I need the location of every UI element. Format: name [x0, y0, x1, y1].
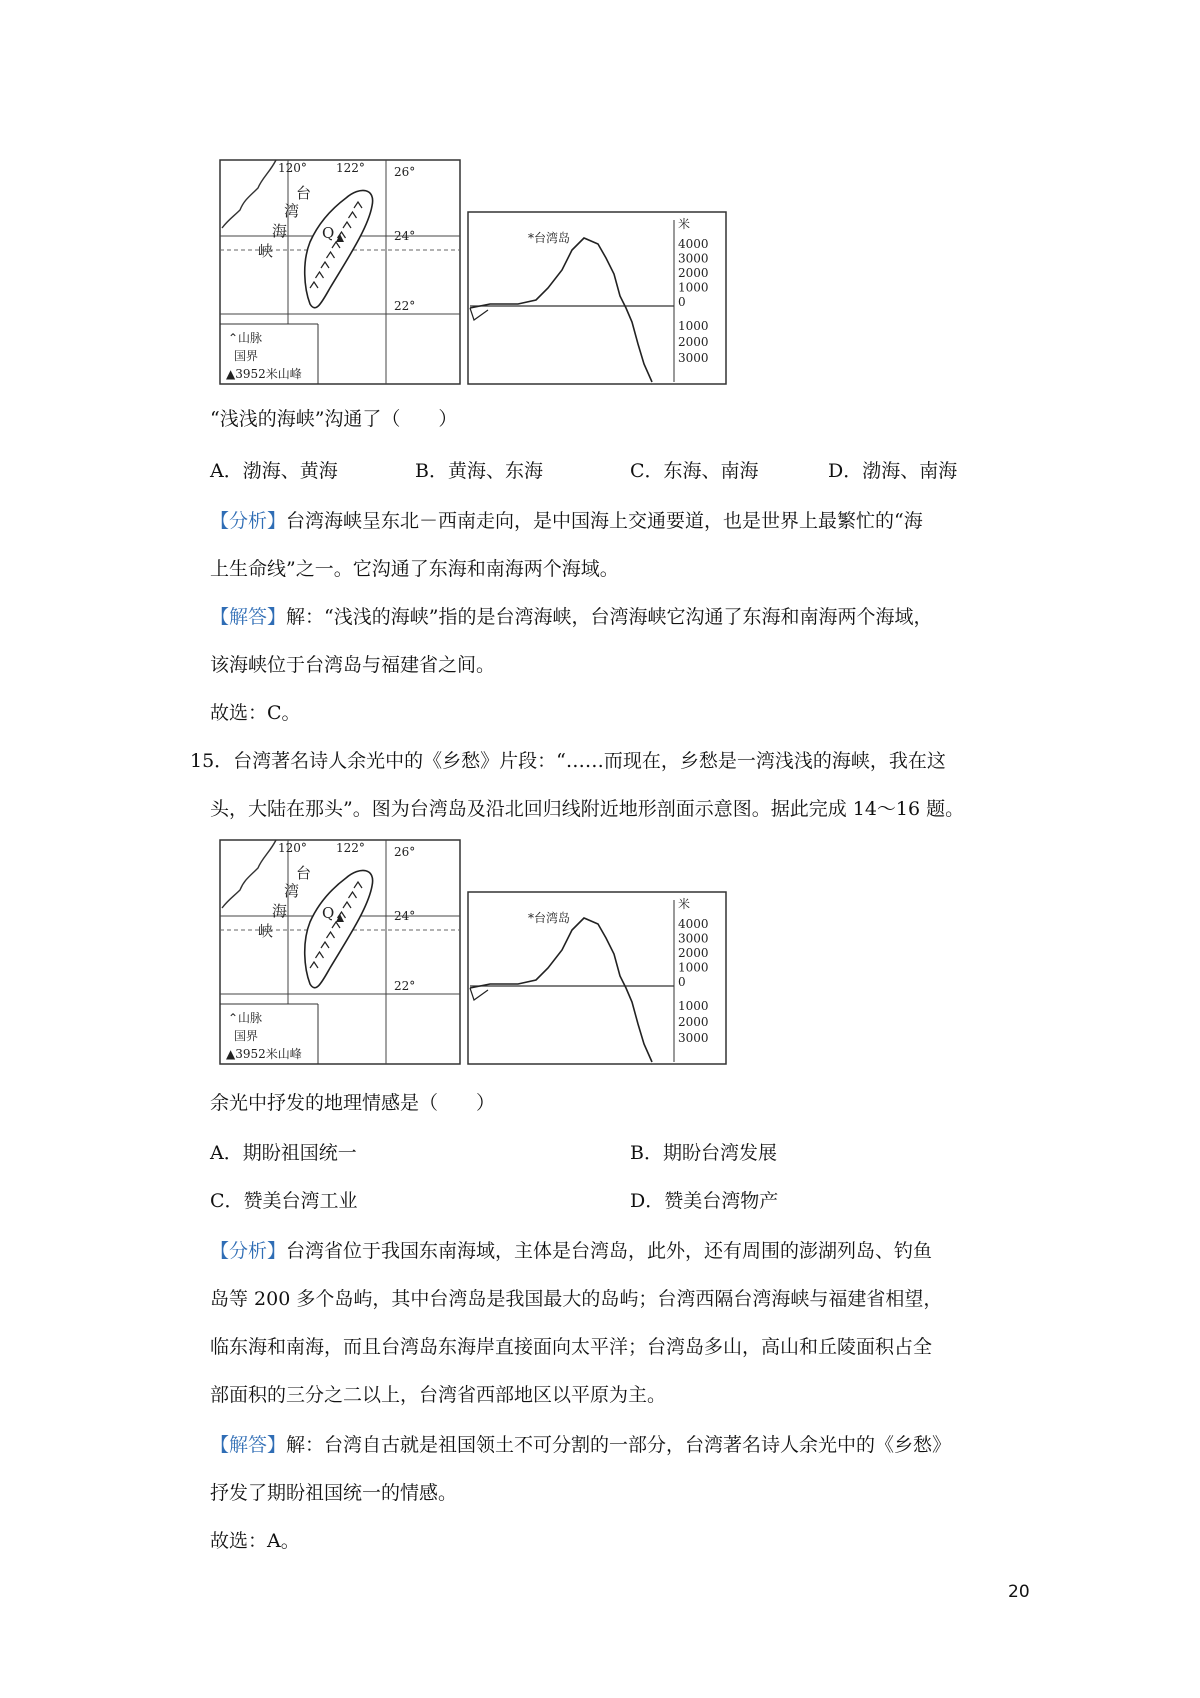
- strait-char: 台: [296, 184, 312, 202]
- q15-analysis-line-3: 临东海和南海，而且台湾岛东海岸直接面向太平洋；台湾岛多山，高山和丘陵面积占全: [210, 1336, 933, 1358]
- scale-down-label: 1000: [678, 999, 709, 1013]
- scale-up-label: 2000: [678, 266, 709, 280]
- q14-stem: “浅浅的海峡”沟通了（ ）: [210, 408, 458, 430]
- lon-label-120: 120°: [278, 841, 307, 855]
- scale-down-label: 2000: [678, 335, 709, 349]
- analysis-text: 台湾海峡呈东北－西南走向，是中国海上交通要道，也是世界上最繁忙的“海: [286, 510, 923, 532]
- scale-up-label: 3000: [678, 931, 709, 946]
- strait-char: 峡: [258, 242, 274, 260]
- q-point-label: Q: [322, 904, 335, 922]
- q15-option-c: C．赞美台湾工业: [210, 1190, 358, 1212]
- q14-analysis-line-2: 上生命线”之一。它沟通了东海和南海两个海域。: [210, 558, 619, 580]
- scale-down-label: 3000: [678, 1031, 709, 1045]
- q15-option-a: A．期盼祖国统一: [210, 1142, 357, 1164]
- answer-text: 解：“浅浅的海峡”指的是台湾海峡，台湾海峡它沟通了东海和南海两个海域，: [286, 606, 933, 628]
- q15-stem-line-1: 15．台湾著名诗人余光中的《乡愁》片段：“……而现在，乡愁是一湾浅浅的海峡，我在这: [190, 750, 946, 772]
- taiwan-map-svg-2: [218, 838, 728, 1068]
- q15-stem-line-2: 头，大陆在那头”。图为台湾岛及沿北回归线附近地形剖面示意图。据此完成 14～16 题。: [210, 798, 965, 820]
- taiwan-map-figure-1: [218, 158, 728, 388]
- lat-label-24: 24°: [394, 229, 416, 243]
- legend-border: 国界: [234, 1029, 259, 1043]
- profile-title: *台湾岛: [528, 231, 571, 245]
- scale-down-label: 3000: [678, 351, 709, 365]
- scale-up-label: 0: [678, 295, 686, 309]
- q15-analysis-line-2: 岛等 200 多个岛屿，其中台湾岛是我国最大的岛屿；台湾西隔台湾海峡与福建省相望，: [210, 1288, 943, 1310]
- q14-analysis-line-1: [210, 508, 923, 534]
- q14-option-c: C．东海、南海: [630, 460, 759, 482]
- strait-char: 台: [296, 864, 312, 882]
- taiwan-map-svg: [218, 158, 728, 388]
- answer-tag: 【解答】: [210, 606, 287, 628]
- legend-border: 国界: [234, 349, 259, 363]
- lat-label-22: 22°: [394, 979, 416, 993]
- lat-label-26: 26°: [394, 845, 416, 859]
- legend-mountain: ⌃山脉: [228, 331, 263, 345]
- lat-label-26: 26°: [394, 165, 416, 179]
- q15-answer-line-1: [210, 1432, 951, 1458]
- q14-option-d: D．渤海、南海: [828, 460, 958, 482]
- legend-peak: ▲3952米山峰: [226, 367, 302, 381]
- scale-up-label: 4000: [678, 237, 709, 251]
- scale-up-label: 2000: [678, 946, 709, 960]
- q15-analysis-line-4: 部面积的三分之二以上，台湾省西部地区以平原为主。: [210, 1384, 667, 1406]
- q14-answer-line-2: 该海峡位于台湾岛与福建省之间。: [210, 654, 496, 676]
- legend-mountain: ⌃山脉: [228, 1011, 263, 1025]
- scale-up-label: 3000: [678, 251, 709, 266]
- q15-choice: 故选：A。: [210, 1530, 300, 1552]
- scale-up-label: 4000: [678, 917, 709, 931]
- strait-char: 峡: [258, 922, 274, 940]
- profile-unit: 米: [678, 897, 691, 911]
- analysis-text-2: 台湾省位于我国东南海域，主体是台湾岛，此外，还有周围的澎湖列岛、钓鱼: [286, 1240, 933, 1262]
- answer-tag-2: 【解答】: [210, 1434, 287, 1456]
- taiwan-map-figure-2: [218, 838, 728, 1068]
- legend-peak: ▲3952米山峰: [226, 1047, 302, 1061]
- q14-option-a: A．渤海、黄海: [210, 460, 338, 482]
- q-point-label: Q: [322, 224, 335, 242]
- strait-char: 湾: [284, 882, 300, 900]
- q15-option-b: B．期盼台湾发展: [630, 1142, 777, 1164]
- scale-up-label: 1000: [678, 280, 709, 295]
- page-number: 20: [1008, 1582, 1030, 1602]
- scale-up-label: 1000: [678, 960, 709, 975]
- analysis-tag: 【分析】: [210, 510, 287, 532]
- lon-label-122: 122°: [336, 841, 365, 855]
- q14-answer-line-1: [210, 604, 932, 630]
- q15-answer-line-2: 抒发了期盼祖国统一的情感。: [210, 1482, 458, 1504]
- scale-down-label: 1000: [678, 319, 709, 333]
- profile-unit: 米: [678, 217, 691, 231]
- lat-label-24: 24°: [394, 909, 416, 923]
- q14-choice: 故选：C。: [210, 702, 301, 724]
- strait-char: 海: [272, 222, 288, 240]
- lat-label-22: 22°: [394, 299, 416, 313]
- q15-option-d: D．赞美台湾物产: [630, 1190, 779, 1212]
- answer-text-2: 解：台湾自古就是祖国领土不可分割的一部分，台湾著名诗人余光中的《乡愁》: [286, 1434, 952, 1456]
- lon-label-120: 120°: [278, 161, 307, 175]
- q15-question: 余光中抒发的地理情感是（ ）: [210, 1092, 496, 1114]
- profile-title: *台湾岛: [528, 911, 571, 925]
- scale-up-label: 0: [678, 975, 686, 989]
- strait-char: 湾: [284, 202, 300, 220]
- lon-label-122: 122°: [336, 161, 365, 175]
- strait-char: 海: [272, 902, 288, 920]
- analysis-tag-2: 【分析】: [210, 1240, 287, 1262]
- q14-option-b: B．黄海、东海: [415, 460, 543, 482]
- q15-analysis-line-1: [210, 1238, 932, 1264]
- scale-down-label: 2000: [678, 1015, 709, 1029]
